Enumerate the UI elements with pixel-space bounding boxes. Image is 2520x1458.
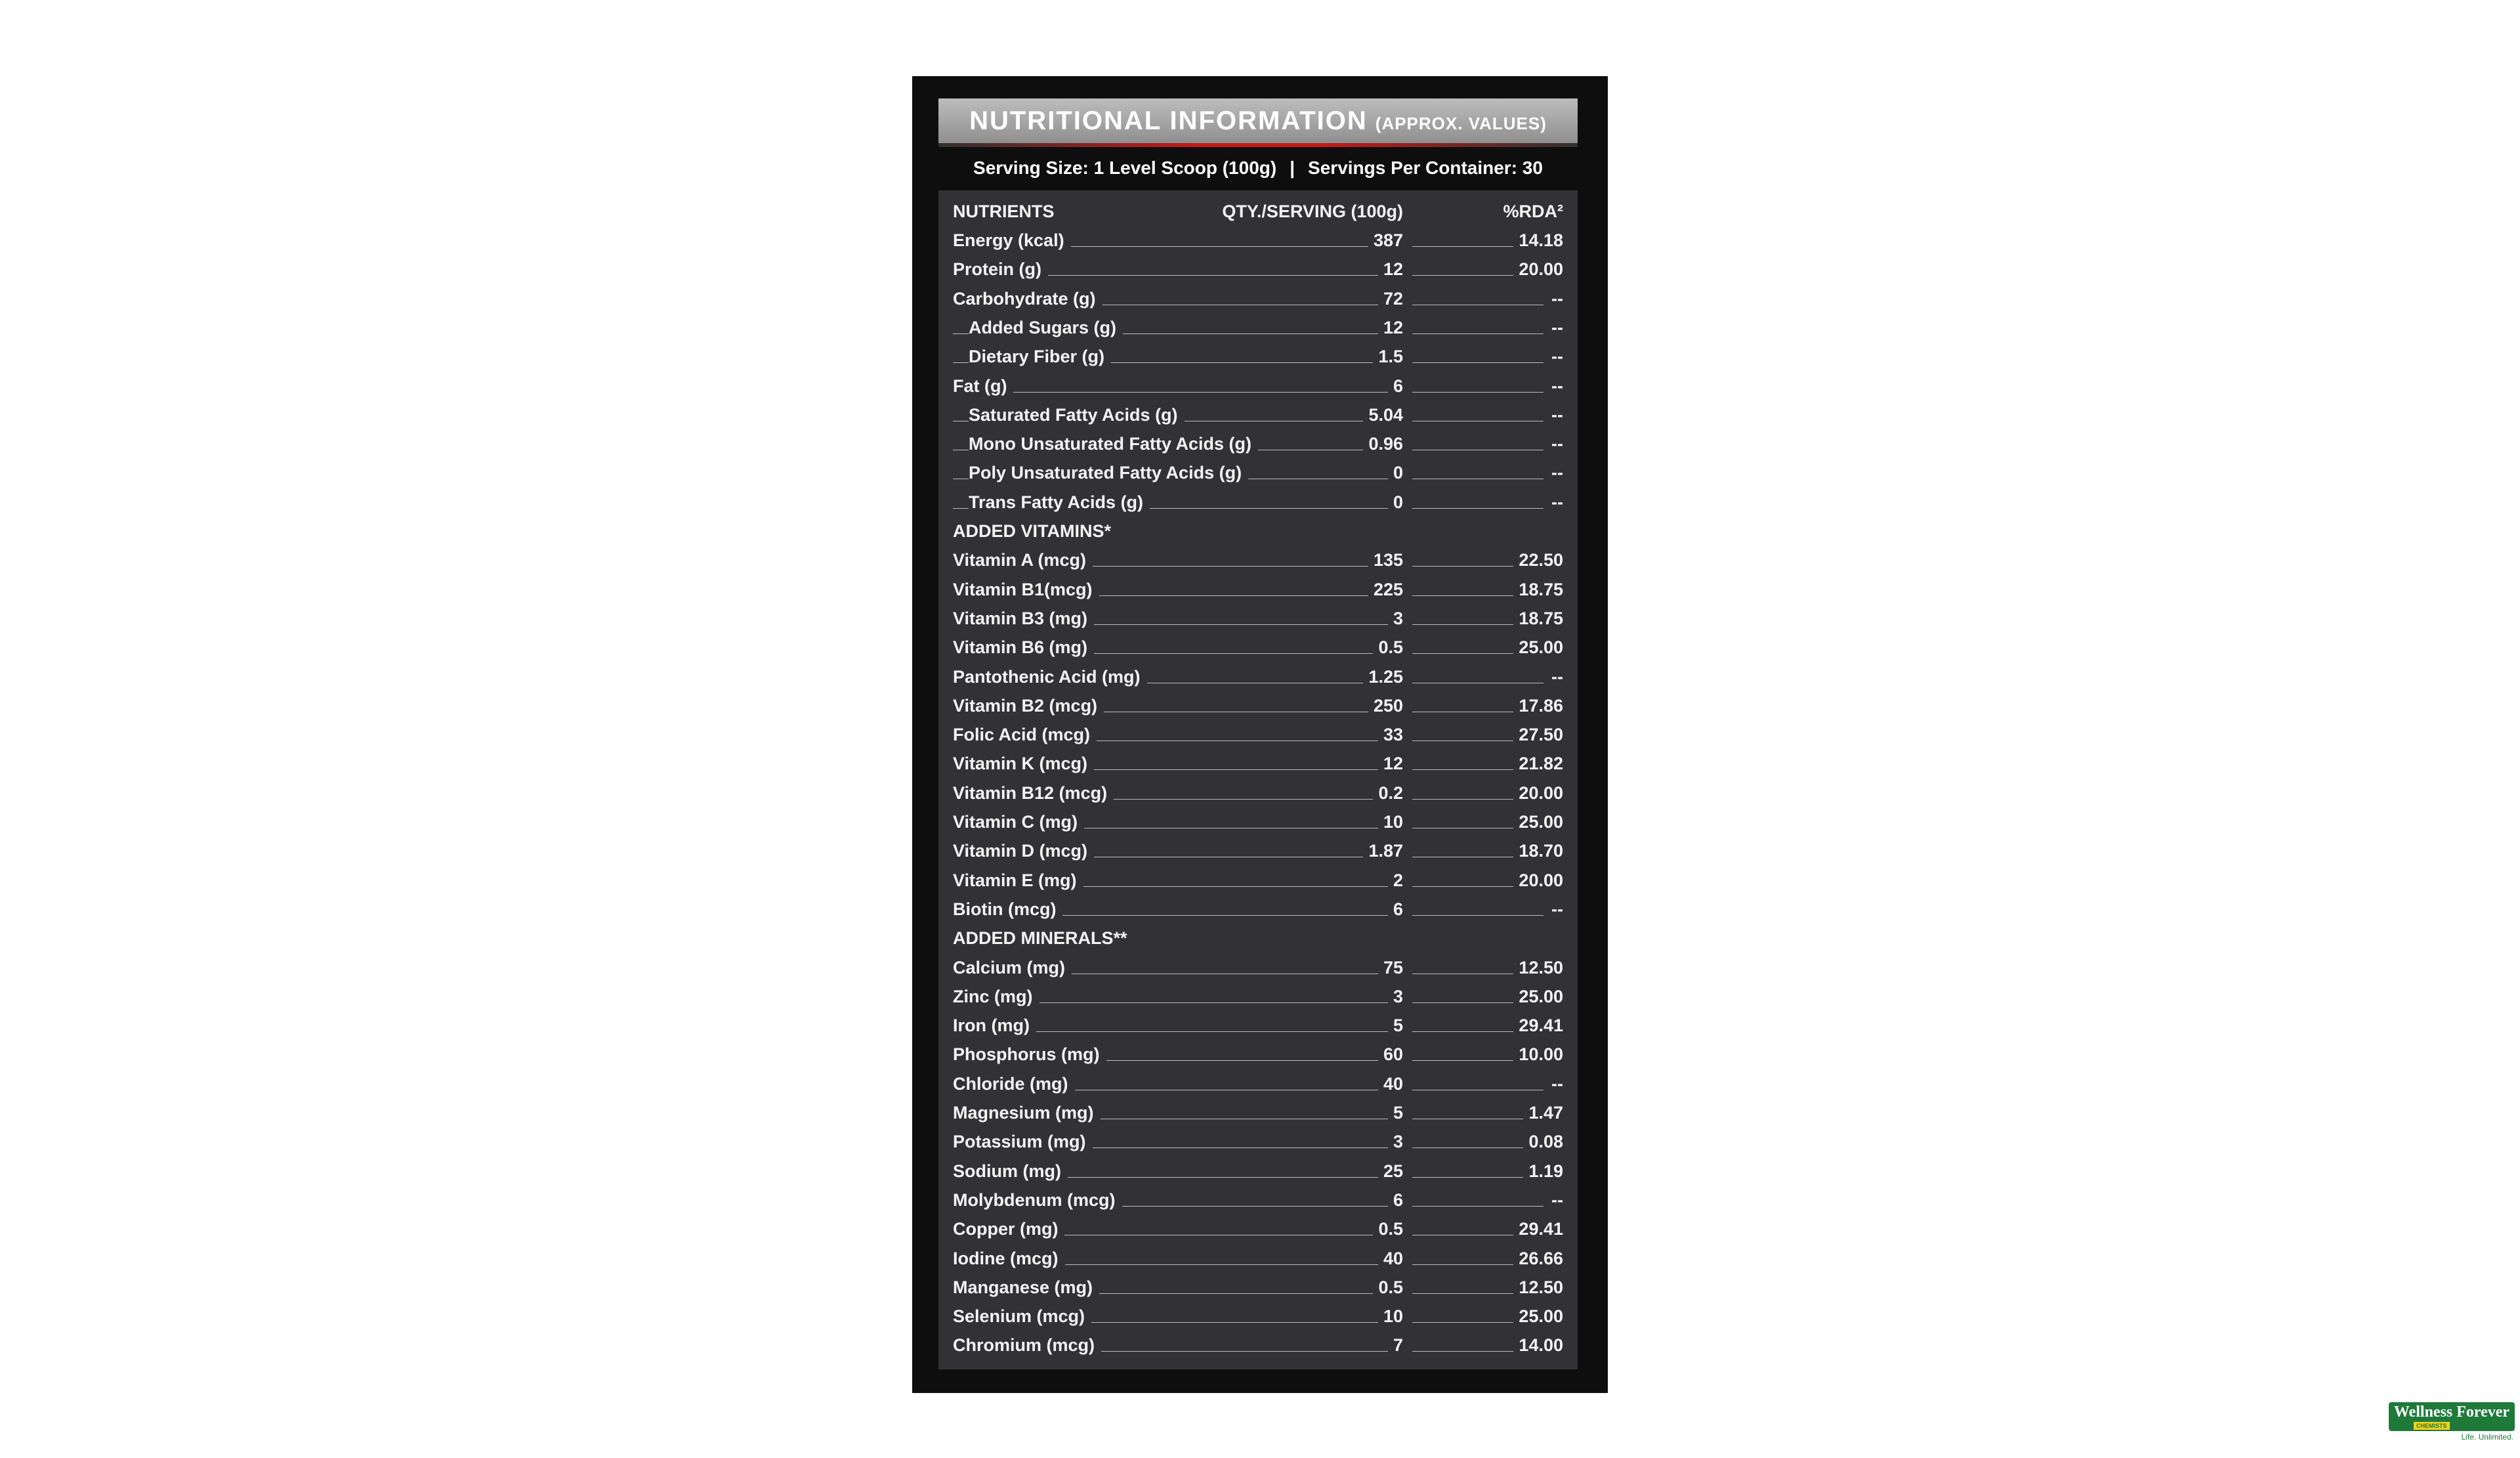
nutrient-qty: 12 (1378, 255, 1403, 284)
table-row (953, 546, 1563, 574)
nutrient-name: Folic Acid (mcg) (953, 720, 1097, 749)
table-row (953, 400, 1563, 429)
nutrient-name: Carbohydrate (g) (953, 284, 1102, 313)
nutrient-qty: 0 (1388, 488, 1403, 517)
nutrient-rda: 0.08 (1523, 1127, 1563, 1156)
nutrient-name: Sodium (mg) (953, 1157, 1068, 1186)
nutrient-name: Biotin (mcg) (953, 895, 1062, 924)
nutrient-rda: 18.75 (1513, 604, 1563, 633)
nutrient-qty: 0.96 (1363, 429, 1403, 458)
table-row (953, 836, 1563, 865)
table-row (953, 779, 1563, 807)
table-row (953, 255, 1563, 284)
nutrient-name: Vitamin B1(mcg) (953, 575, 1099, 604)
table-row (953, 604, 1563, 633)
table-row (953, 866, 1563, 895)
nutrient-rda: 14.18 (1513, 226, 1563, 255)
nutrient-name: Vitamin A (mcg) (953, 546, 1093, 574)
table-row (953, 1244, 1563, 1273)
section-label: ADDED MINERALS** (953, 924, 1127, 953)
table-row (953, 633, 1563, 662)
nutrient-rda: 12.50 (1513, 1273, 1563, 1302)
nutrient-name: Iron (mg) (953, 1011, 1036, 1040)
nutrient-qty: 2 (1388, 866, 1403, 895)
table-row (953, 691, 1563, 720)
section-heading (953, 517, 1563, 546)
table-row (953, 1302, 1563, 1331)
serving-separator: | (1290, 158, 1295, 178)
nutrient-rda: 21.82 (1513, 749, 1563, 778)
nutrient-qty: 60 (1378, 1040, 1403, 1069)
nutrient-name: Molybdenum (mcg) (953, 1186, 1122, 1214)
nutrient-qty: 5 (1388, 1011, 1403, 1040)
logo-tagline: Life. Unlimited. (2461, 1432, 2513, 1442)
table-row (953, 284, 1563, 313)
nutrient-name: Vitamin C (mg) (953, 807, 1084, 836)
nutrient-rda: 25.00 (1513, 1302, 1563, 1331)
nutrient-name: Phosphorus (mg) (953, 1040, 1106, 1069)
nutrient-rda: 17.86 (1513, 691, 1563, 720)
nutrient-rda: -- (1546, 313, 1563, 342)
title-sub: (APPROX. VALUES) (1375, 113, 1547, 133)
nutrient-qty: 1.5 (1373, 342, 1403, 371)
nutrient-rda: 20.00 (1513, 255, 1563, 284)
nutrient-name: Vitamin B3 (mg) (953, 604, 1094, 633)
table-row (953, 1098, 1563, 1127)
section-heading (953, 924, 1563, 953)
nutrient-rda: 22.50 (1513, 546, 1563, 574)
serving-info (938, 147, 1578, 189)
nutrient-qty: 3 (1388, 1127, 1403, 1156)
table-row (953, 372, 1563, 400)
nutrient-qty: 12 (1378, 313, 1403, 342)
nutrient-qty: 135 (1368, 546, 1403, 574)
nutrient-qty: 6 (1388, 372, 1403, 400)
table-row (953, 429, 1563, 458)
nutrient-name: Iodine (mcg) (953, 1244, 1065, 1273)
leader-line (1412, 1206, 1544, 1207)
nutrition-panel (912, 76, 1608, 1393)
nutrient-name: Vitamin B12 (mcg) (953, 779, 1114, 807)
servings-per-container: Servings Per Container: 30 (1308, 158, 1543, 178)
nutrient-name: Chloride (mg) (953, 1069, 1075, 1098)
table-row (953, 749, 1563, 778)
nutrient-qty: 40 (1378, 1244, 1403, 1273)
nutrient-name: Energy (kcal) (953, 226, 1071, 255)
nutrient-qty: 0.2 (1373, 779, 1403, 807)
nutrient-qty: 5.04 (1363, 400, 1403, 429)
nutrient-name: Vitamin K (mcg) (953, 749, 1094, 778)
nutrient-qty: 387 (1368, 226, 1403, 255)
nutrient-qty: 10 (1378, 807, 1403, 836)
nutrient-rda: -- (1546, 488, 1563, 517)
nutrient-qty: 1.25 (1363, 662, 1403, 691)
table-row (953, 982, 1563, 1011)
nutrient-rda: 1.47 (1523, 1098, 1563, 1127)
nutrient-qty: 10 (1378, 1302, 1403, 1331)
logo-brand: Wellness Forever (2393, 1404, 2510, 1421)
nutrient-rda: 1.19 (1523, 1157, 1563, 1186)
leader-line (1412, 362, 1544, 363)
table-row (953, 1214, 1563, 1243)
nutrient-qty: 1.87 (1363, 836, 1403, 865)
nutrient-rda: 10.00 (1513, 1040, 1563, 1069)
nutrient-rda: -- (1546, 372, 1563, 400)
nutrient-qty: 6 (1388, 1186, 1403, 1214)
nutrient-name: Zinc (mg) (953, 982, 1040, 1011)
table-row (953, 488, 1563, 517)
nutrient-qty: 75 (1378, 953, 1403, 982)
nutrient-rda: 25.00 (1513, 633, 1563, 662)
nutrient-name: Pantothenic Acid (mg) (953, 662, 1147, 691)
nutrient-name: Trans Fatty Acids (g) (969, 488, 1150, 517)
nutrient-name: Saturated Fatty Acids (g) (969, 400, 1185, 429)
nutrient-rda: -- (1546, 1069, 1563, 1098)
nutrient-name: Copper (mg) (953, 1214, 1064, 1243)
nutrient-qty: 250 (1368, 691, 1403, 720)
nutrient-qty: 225 (1368, 575, 1403, 604)
table-row (953, 313, 1563, 342)
nutrient-rda: -- (1546, 429, 1563, 458)
nutrient-rda: -- (1546, 895, 1563, 924)
nutrient-rda: -- (1546, 400, 1563, 429)
nutrient-qty: 7 (1388, 1331, 1403, 1360)
nutrient-rda: -- (1546, 458, 1563, 487)
nutrient-rda: 20.00 (1513, 779, 1563, 807)
nutrient-qty: 3 (1388, 604, 1403, 633)
nutrient-rda: 12.50 (1513, 953, 1563, 982)
table-row (953, 575, 1563, 604)
table-row (953, 1157, 1563, 1186)
section-label: ADDED VITAMINS* (953, 517, 1111, 546)
nutrient-qty: 33 (1378, 720, 1403, 749)
table-row (953, 458, 1563, 487)
nutrition-table (938, 190, 1578, 1369)
leader-line (1412, 915, 1544, 916)
table-row (953, 226, 1563, 255)
header-rda: %RDA² (1503, 202, 1563, 221)
table-row (953, 1186, 1563, 1214)
table-row (953, 1127, 1563, 1156)
leader-line (953, 392, 1403, 393)
nutrient-qty: 25 (1378, 1157, 1403, 1186)
nutrient-name: Vitamin D (mcg) (953, 836, 1094, 865)
nutrient-qty: 0.5 (1373, 633, 1403, 662)
table-row (953, 895, 1563, 924)
nutrient-qty: 0.5 (1373, 1273, 1403, 1302)
nutrient-name: Magnesium (mg) (953, 1098, 1101, 1127)
table-header (953, 197, 1563, 226)
nutrient-name: Selenium (mcg) (953, 1302, 1091, 1331)
logo-box (2389, 1402, 2515, 1431)
nutrient-rda: -- (1546, 1186, 1563, 1214)
serving-size: Serving Size: 1 Level Scoop (100g) (973, 158, 1277, 178)
nutrient-rda: 27.50 (1513, 720, 1563, 749)
leader-line (1412, 392, 1544, 393)
nutrient-rda: 26.66 (1513, 1244, 1563, 1273)
nutrient-name: Vitamin B2 (mcg) (953, 691, 1104, 720)
table-row (953, 953, 1563, 982)
nutrient-name: Vitamin E (mg) (953, 866, 1083, 895)
leader-line (1412, 508, 1544, 509)
table-row (953, 1040, 1563, 1069)
nutrient-qty: 0.5 (1373, 1214, 1403, 1243)
leader-line (1412, 333, 1544, 334)
nutrient-rda: -- (1546, 662, 1563, 691)
nutrient-name: Fat (g) (953, 372, 1013, 400)
nutrient-name: Mono Unsaturated Fatty Acids (g) (969, 429, 1258, 458)
nutrient-rda: 29.41 (1513, 1214, 1563, 1243)
nutrient-rda: -- (1546, 342, 1563, 371)
nutrient-name: Poly Unsaturated Fatty Acids (g) (969, 458, 1248, 487)
nutrient-qty: 5 (1388, 1098, 1403, 1127)
nutrient-rda: 25.00 (1513, 807, 1563, 836)
nutrient-name: Manganese (mg) (953, 1273, 1099, 1302)
nutrient-qty: 40 (1378, 1069, 1403, 1098)
nutrient-rda: 18.75 (1513, 575, 1563, 604)
header-nutrients: NUTRIENTS (953, 197, 1061, 226)
table-row (953, 1069, 1563, 1098)
table-row (953, 342, 1563, 371)
nutrient-rda: 20.00 (1513, 866, 1563, 895)
table-row (953, 1011, 1563, 1040)
nutrient-name: Calcium (mg) (953, 953, 1072, 982)
nutrient-qty: 6 (1388, 895, 1403, 924)
nutrient-name: Vitamin B6 (mg) (953, 633, 1094, 662)
nutrient-rda: 25.00 (1513, 982, 1563, 1011)
logo-chemists: CHEMISTS (2414, 1422, 2450, 1430)
nutrient-qty: 0 (1388, 458, 1403, 487)
nutrient-qty: 12 (1378, 749, 1403, 778)
table-row (953, 1331, 1563, 1360)
nutrient-name: Potassium (mg) (953, 1127, 1093, 1156)
table-row (953, 662, 1563, 691)
header-qty: QTY./SERVING (100g) (1222, 202, 1403, 221)
nutrient-rda: 14.00 (1513, 1331, 1563, 1360)
title-main: NUTRITIONAL INFORMATION (969, 106, 1368, 135)
nutrient-rda: 29.41 (1513, 1011, 1563, 1040)
nutrient-rda: 18.70 (1513, 836, 1563, 865)
nutrient-name: Chromium (mcg) (953, 1331, 1101, 1360)
table-row (953, 720, 1563, 749)
nutrient-name: Protein (g) (953, 255, 1048, 284)
table-row (953, 1273, 1563, 1302)
title-bar (938, 98, 1578, 143)
nutrient-name: Added Sugars (g) (969, 313, 1123, 342)
nutrient-name: Dietary Fiber (g) (969, 342, 1111, 371)
nutrient-rda: -- (1546, 284, 1563, 313)
wellness-forever-logo (2389, 1402, 2517, 1442)
nutrient-qty: 3 (1388, 982, 1403, 1011)
nutrient-qty: 72 (1378, 284, 1403, 313)
table-row (953, 807, 1563, 836)
